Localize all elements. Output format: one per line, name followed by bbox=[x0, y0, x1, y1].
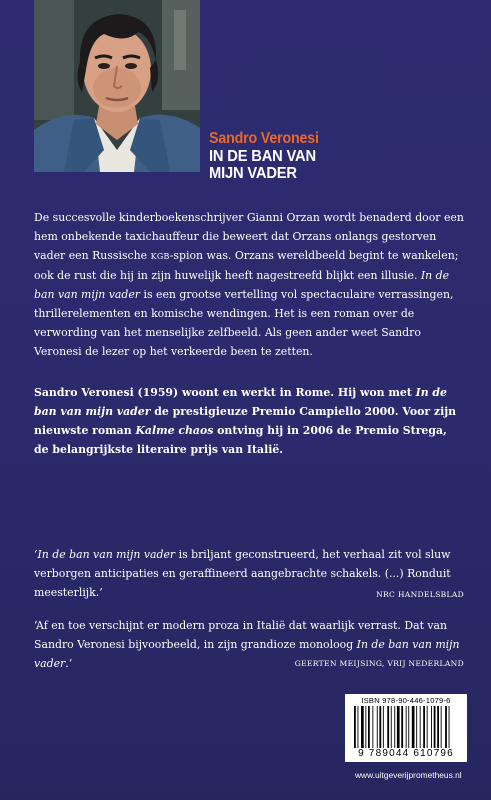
isbn-label: ISBN 978-90-446-1079-6 bbox=[361, 696, 451, 705]
barcode-digits: 9 789044 610796 bbox=[358, 748, 454, 759]
kgb-abbreviation: KGB bbox=[150, 252, 170, 261]
review-quote-1: ‘In de ban van mijn vader is briljant geconstrueerd, het verhaal zit vol sluw verborgen anticipaties en geraffineerd aangebrachte schakels. (...) Ronduit meesterlijk.’ NRC HANDELSBLAD bbox=[34, 545, 464, 602]
barcode-bar bbox=[377, 706, 378, 748]
review-quote-2: ‘Af en toe verschijnt er modern proza in Italië dat waarlijk verrast. Dat van Sandro Veronesi bijvoorbeeld, in zijn grandioze monoloog In de ban van mijn vader.’ GEERTEN MEIJSING, VRIJ NEDERLAND bbox=[34, 616, 464, 673]
barcode-bar bbox=[354, 706, 356, 748]
barcode-bar bbox=[372, 706, 373, 748]
book-title bbox=[209, 148, 393, 182]
review-source-2: GEERTEN MEIJSING, VRIJ NEDERLAND bbox=[294, 659, 464, 668]
barcode-bar bbox=[406, 706, 407, 748]
blurb-summary: De succesvolle kinderboekenschrijver Gianni Orzan wordt benaderd door een hem onbekende taxichauffeur die beweert dat Orzans onlangs gestorven vader een Russische KGB-spion was. Orzans wereldbeeld begint te wankelen; ook de rust die hij in zijn huwelijk heeft nagestreefd blijkt een illusie. In de ban van mijn vader is een grootse vertelling vol spectaculaire verrassingen, thrillerelementen en komische wendingen. Het is een roman over de verwording van het menselijke zelfbeeld. Als geen ander weet Sandro Veronesi de lezer op het verkeerde been te zetten. bbox=[34, 211, 464, 358]
barcode-bar bbox=[401, 706, 403, 748]
barcode-bar bbox=[387, 706, 389, 748]
barcode-bar bbox=[383, 706, 384, 748]
book-title-line-2: MIJN VADER bbox=[209, 165, 297, 182]
barcode-bar bbox=[391, 706, 392, 748]
barcode-bar bbox=[361, 706, 364, 748]
barcode-bar bbox=[445, 706, 447, 748]
isbn-barcode bbox=[345, 694, 467, 762]
barcode-bar bbox=[358, 706, 359, 748]
book-title-line-1: IN DE BAN VAN bbox=[209, 148, 316, 165]
barcode-bar bbox=[408, 706, 409, 748]
barcode-bar bbox=[394, 706, 395, 748]
author-name: Sandro Veronesi bbox=[209, 130, 319, 147]
barcode-bar bbox=[434, 706, 436, 748]
barcode-bar bbox=[437, 706, 439, 748]
barcode-bar bbox=[431, 706, 432, 748]
barcode-bar bbox=[412, 706, 415, 748]
review-source-1: NRC HANDELSBLAD bbox=[376, 590, 464, 599]
barcode-bars bbox=[354, 706, 458, 748]
inline-book-title: In de ban van mijn vader bbox=[34, 386, 447, 418]
inline-book-title: In de ban van mijn vader bbox=[34, 269, 450, 301]
author-photo bbox=[34, 0, 200, 172]
barcode-bar bbox=[397, 706, 400, 748]
inline-book-title: Kalme chaos bbox=[135, 424, 214, 437]
barcode-bar bbox=[449, 706, 450, 748]
barcode-bar bbox=[379, 706, 381, 748]
barcode-bar bbox=[420, 706, 421, 748]
barcode-bar bbox=[365, 706, 366, 748]
barcode-bar bbox=[423, 706, 425, 748]
publisher-website: www.uitgeverijprometheus.nl bbox=[355, 770, 462, 780]
author-portrait-graphic bbox=[34, 0, 200, 172]
author-bio: Sandro Veronesi (1959) woont en werkt in Rome. Hij won met In de ban van mijn vader de prestigieuze Premio Campiello 2000. Voor zijn nieuwste roman Kalme chaos ontving hij in 2006 de Premio Strega, de belangrijkste literaire prijs van Italië. bbox=[34, 386, 457, 456]
barcode-bar bbox=[427, 706, 428, 748]
barcode-bar bbox=[368, 706, 370, 748]
barcode-bar bbox=[441, 706, 442, 748]
barcode-bar bbox=[416, 706, 417, 748]
